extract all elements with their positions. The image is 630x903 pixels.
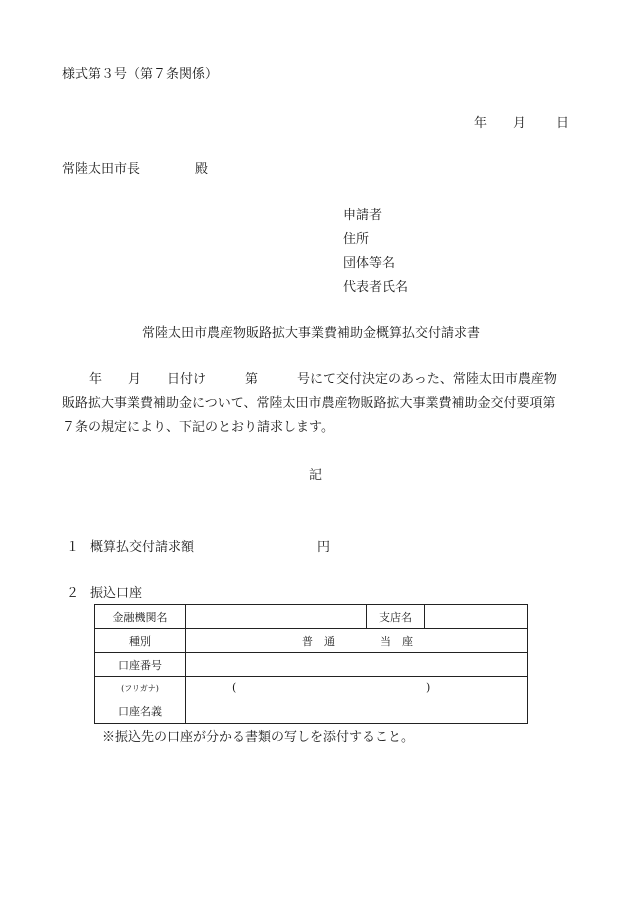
applicant-label: 申請者	[343, 208, 383, 223]
bank-name-label: 金融機関名	[95, 605, 186, 629]
addressee-honorific: 殿	[195, 162, 209, 177]
date-year: 年	[474, 116, 488, 131]
table-row-type	[95, 629, 528, 653]
body-paragraph	[62, 368, 582, 440]
item1-number: １	[66, 540, 80, 555]
furigana-paren-open: (	[232, 681, 237, 694]
furigana-paren-close: )	[426, 681, 431, 694]
branch-name-label: 支店名	[367, 605, 425, 629]
body-line-3: ７条の規定により、下記のとおり請求します。	[62, 420, 334, 435]
account-table	[94, 604, 528, 724]
account-holder-label: 口座名義	[118, 705, 162, 718]
account-type-current[interactable]: 当 座	[380, 635, 413, 648]
date-day: 日	[556, 116, 570, 131]
table-row-number	[95, 653, 528, 677]
account-type-ordinary[interactable]: 普 通	[302, 635, 335, 648]
account-type-field[interactable]	[186, 629, 528, 653]
table-row-holder	[95, 677, 528, 724]
applicant-organization-label: 団体等名	[343, 256, 396, 271]
account-number-label: 口座番号	[95, 653, 186, 677]
body-line-2: 販路拡大事業費補助金について、常陸太田市農産物販路拡大事業費補助金交付要項第	[62, 396, 556, 411]
form-number: 様式第３号（第７条関係）	[62, 67, 219, 82]
ki-heading: 記	[309, 468, 323, 483]
furigana-label: (フリガナ)	[121, 684, 159, 693]
account-holder-field[interactable]	[186, 677, 528, 724]
bank-name-field[interactable]	[186, 605, 367, 629]
item2-label: 振込口座	[90, 586, 143, 601]
date-month: 月	[513, 116, 527, 131]
applicant-address-label: 住所	[343, 232, 370, 247]
item2-number: ２	[66, 586, 80, 601]
attachment-note: ※振込先の口座が分かる書類の写しを添付すること。	[102, 730, 415, 745]
item1-label: 概算払交付請求額	[90, 540, 195, 555]
branch-name-field[interactable]	[425, 605, 528, 629]
document-title: 常陸太田市農産物販路拡大事業費補助金概算払交付請求書	[142, 326, 481, 341]
table-row-bank	[95, 605, 528, 629]
account-holder-label-cell	[95, 677, 186, 724]
applicant-representative-label: 代表者氏名	[343, 280, 409, 295]
account-type-label: 種別	[95, 629, 186, 653]
addressee-name: 常陸太田市長	[62, 162, 141, 177]
body-line-1: 年 月 日付け 第 号にて交付決定のあった、常陸太田市農産物	[76, 372, 557, 387]
account-number-field[interactable]	[186, 653, 528, 677]
item1-unit: 円	[317, 540, 331, 555]
